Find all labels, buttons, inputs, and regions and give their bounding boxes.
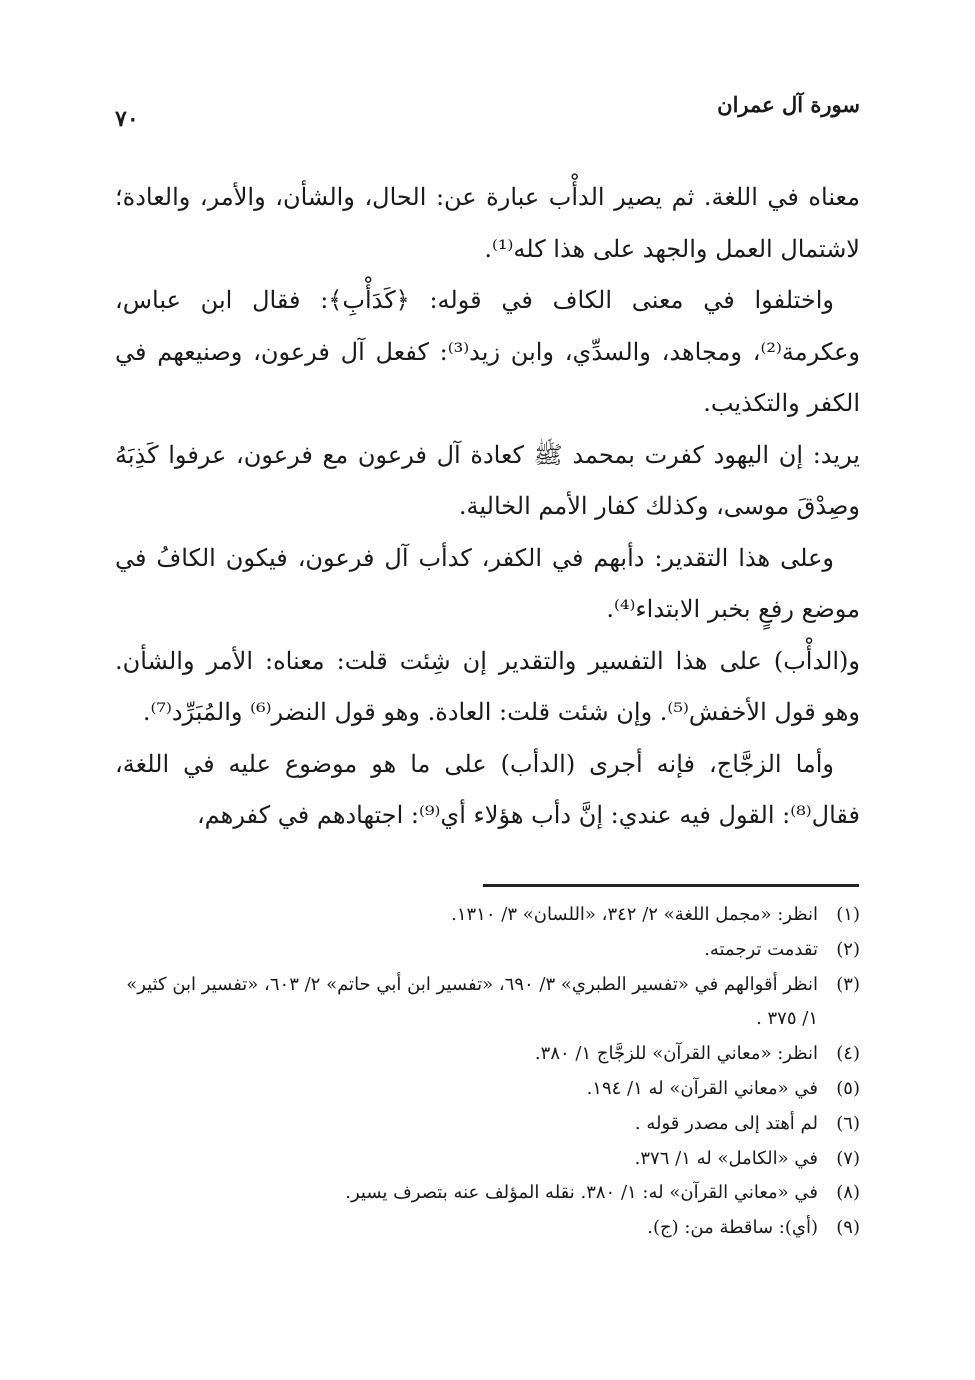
footnote-text: في «الكامل» له ١/ ٣٧٦.	[634, 1147, 818, 1169]
footnote-item	[115, 1072, 860, 1107]
footnote-number: (٥)	[836, 1077, 860, 1099]
footnotes-list	[115, 898, 860, 1246]
footnote-number: (٢)	[836, 938, 860, 960]
running-header	[115, 92, 860, 136]
paragraph: و(الدأْب) على هذا التفسير والتقدير إن شِئت قلت: معناه: الأمر والشأن. وهو قول الأخفش⁽⁵⁾. وإن شئت قلت: العادة. وهو قول النضر⁽⁶⁾ والمُبَرِّد⁽⁷⁾.	[115, 646, 860, 726]
footnote-item	[115, 1037, 860, 1072]
footnote-item	[115, 1142, 860, 1177]
footnote-item	[115, 933, 860, 968]
footnote-text: في «معاني القرآن» له ١/ ١٩٤.	[586, 1077, 818, 1099]
footnote-number: (٩)	[836, 1217, 860, 1239]
footnote-number: (٤)	[836, 1043, 860, 1065]
paragraph: يريد: إن اليهود كفرت بمحمد ﷺ كعادة آل فرعون مع فرعون، عرفوا كَذِبَهُ وصِدْقَ موسى، وكذلك كفار الأمم الخالية.	[115, 440, 860, 520]
footnote-number: (٦)	[836, 1112, 860, 1134]
paragraph: واختلفوا في معنى الكاف في قوله: ﴿كَدَأْبِ﴾: فقال ابن عباس، وعكرمة⁽²⁾، ومجاهد، والسدِّي، وابن زيد⁽³⁾: كفعل آل فرعون، وصنيعهم في الكفر والتكذيب.	[115, 286, 860, 417]
footnote-number: (١)	[836, 904, 860, 925]
footnote-text: (أي): ساقطة من: (ج).	[647, 1217, 818, 1239]
footnote-text: في «معاني القرآن» له: ١/ ٣٨٠. نقله المؤلف عنه بتصرف يسير.	[345, 1182, 818, 1204]
footnote-item	[115, 1176, 860, 1211]
footnote-item	[115, 1107, 860, 1142]
footnote-text: انظر: «مجمل اللغة» ٢/ ٣٤٢، «اللسان» ٣/ ١٣١٠.	[451, 904, 818, 925]
footnote-text: تقدمت ترجمته.	[704, 938, 818, 960]
footnote-text: لم أهتد إلى مصدر قوله .	[634, 1112, 818, 1134]
main-text	[115, 172, 860, 842]
page-number: ٧٠	[115, 106, 139, 132]
surah-title: سورة آل عمران	[717, 92, 860, 117]
paragraph: وأما الزجَّاج، فإنه أجرى (الدأب) على ما هو موضوع عليه في اللغة، فقال⁽⁸⁾: القول فيه عندي: إنَّ دأب هؤلاء أي⁽⁹⁾: اجتهادهم في كفرهم،	[115, 749, 860, 829]
footnote-item	[115, 968, 860, 1038]
footnote-text: انظر أقوالهم في «تفسير الطبري» ٣/ ٦٩٠، «تفسير ابن أبي حاتم» ٢/ ٦٠٣، «تفسير ابن كثير» ١/ ٣٧٥ .	[126, 973, 818, 1030]
footnote-item	[115, 898, 860, 933]
footnote-number: (٨)	[836, 1182, 860, 1204]
footnote-text: انظر: «معاني القرآن» للزجَّاج ١/ ٣٨٠.	[534, 1043, 818, 1065]
paragraph: وعلى هذا التقدير: دأبهم في الكفر، كدأب آل فرعون، فيكون الكافُ في موضع رفعٍ بخبر الابتداء⁽⁴⁾.	[115, 543, 860, 623]
footnote-separator	[483, 884, 859, 887]
footnote-number: (٣)	[836, 973, 860, 995]
footnote-item	[115, 1211, 860, 1246]
footnote-number: (٧)	[836, 1147, 860, 1169]
paragraph: معناه في اللغة. ثم يصير الدأْب عبارة عن: الحال، والشأن، والأمر، والعادة؛ لاشتمال العمل والجهد على هذا كله⁽¹⁾.	[115, 183, 860, 263]
